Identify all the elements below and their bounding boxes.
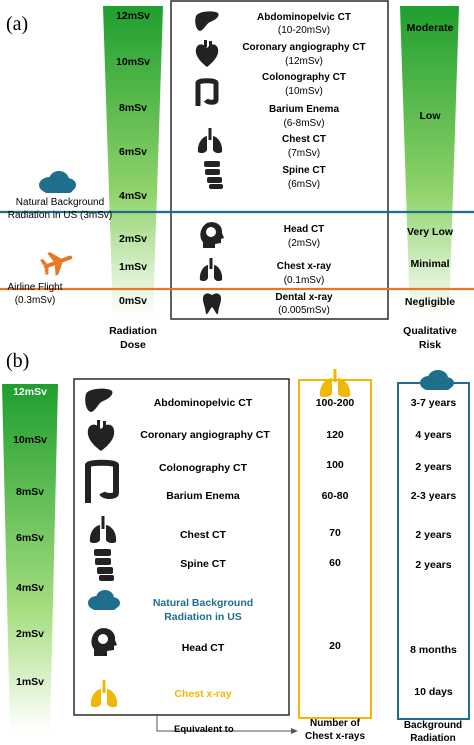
dose-tick: 12mSv bbox=[116, 10, 150, 22]
procedure-dose: (6-8mSv) bbox=[283, 118, 325, 129]
dose-caption: Radiation bbox=[109, 325, 157, 337]
procedure-dose: (12mSv) bbox=[285, 56, 323, 67]
background-equivalent: 2 years bbox=[415, 559, 452, 571]
procedure-name: Barium Enema bbox=[166, 490, 240, 502]
procedure-name: Dental x-ray bbox=[275, 292, 333, 303]
airline-flight-label: (0.3mSv) bbox=[14, 295, 56, 306]
dose-tick: 0mSv bbox=[118, 295, 148, 307]
liver-icon bbox=[84, 387, 114, 415]
head-brain-icon bbox=[197, 220, 225, 250]
xray-equivalent: 100-200 bbox=[315, 397, 355, 409]
procedure-dose: (10mSv) bbox=[285, 86, 323, 97]
procedure-name: Colonography CT bbox=[262, 72, 346, 83]
xray-equivalent: 100 bbox=[326, 459, 344, 471]
risk-level: Minimal bbox=[410, 258, 450, 270]
xray-column-caption: Number of bbox=[310, 718, 360, 729]
procedure-name: Chest CT bbox=[179, 529, 227, 541]
background-equivalent: 4 years bbox=[415, 429, 452, 441]
risk-level: Low bbox=[419, 110, 441, 122]
procedure-dose: (7mSv) bbox=[287, 148, 321, 159]
procedure-name: Natural Background bbox=[152, 597, 254, 609]
xray-equivalent: 70 bbox=[329, 527, 341, 539]
procedure-name: Chest CT bbox=[282, 134, 326, 145]
xray-column-caption: Chest x-rays bbox=[304, 731, 366, 742]
dose-tick: 1mSv bbox=[15, 676, 45, 688]
background-equivalent: 3-7 years bbox=[410, 397, 457, 409]
background-equivalent: 2 years bbox=[415, 529, 452, 541]
dose-tick: 6mSv bbox=[118, 146, 148, 158]
background-column-caption: Radiation bbox=[410, 733, 456, 744]
cloud-icon bbox=[418, 369, 454, 391]
dose-tick: 4mSv bbox=[15, 582, 45, 594]
procedure-name: Colonography CT bbox=[158, 462, 248, 474]
heart-icon bbox=[86, 420, 116, 452]
background-radiation-label: Radiation in US (3mSv) bbox=[7, 210, 113, 221]
dose-tick: 10mSv bbox=[116, 56, 150, 68]
risk-level: Very Low bbox=[406, 226, 454, 238]
colon-icon bbox=[194, 78, 220, 108]
panel-a-label: (a) bbox=[6, 13, 29, 35]
dose-tick: 2mSv bbox=[118, 233, 148, 245]
dose-tick: 12mSv bbox=[13, 386, 47, 398]
dose-caption: Dose bbox=[120, 339, 146, 351]
risk-level: Negligible bbox=[404, 296, 456, 308]
lungs-icon bbox=[318, 369, 352, 399]
procedure-dose: (0.005mSv) bbox=[278, 305, 330, 316]
procedure-name: Coronary angiography CT bbox=[140, 429, 270, 441]
spine-icon bbox=[90, 548, 118, 582]
dose-tick: 6mSv bbox=[15, 532, 45, 544]
lungs-icon bbox=[198, 258, 224, 284]
cloud-icon bbox=[37, 170, 77, 194]
procedure-name: Abdominopelvic CT bbox=[257, 12, 351, 23]
airline-flight-label: Airline Flight bbox=[7, 282, 63, 293]
background-radiation-label: Natural Background bbox=[15, 197, 105, 208]
lungs-icon bbox=[196, 128, 224, 156]
xray-equivalent: 120 bbox=[326, 429, 344, 441]
procedure-name: Coronary angiography CT bbox=[242, 42, 366, 53]
procedure-dose: (2mSv) bbox=[287, 238, 321, 249]
colon-icon bbox=[82, 459, 122, 505]
background-equivalent: 2 years bbox=[415, 461, 452, 473]
cloud-icon bbox=[86, 589, 120, 611]
risk-level: Moderate bbox=[406, 22, 454, 34]
background-column-caption: Background bbox=[403, 720, 463, 731]
risk-caption: Qualitative bbox=[403, 325, 457, 337]
xray-equivalent: 60-80 bbox=[321, 490, 349, 502]
background-equivalent: 8 months bbox=[410, 644, 457, 656]
liver-icon bbox=[194, 10, 220, 34]
procedure-name: Radiation in US bbox=[164, 611, 242, 623]
procedure-name: Chest x-ray bbox=[276, 261, 332, 272]
dose-tick: 8mSv bbox=[118, 102, 148, 114]
dose-tick: 8mSv bbox=[15, 486, 45, 498]
dose-tick: 10mSv bbox=[13, 434, 47, 446]
procedure-name: Barium Enema bbox=[268, 104, 340, 115]
procedure-dose: (6mSv) bbox=[287, 179, 321, 190]
dose-tick: 2mSv bbox=[15, 628, 45, 640]
risk-caption: Risk bbox=[418, 339, 442, 351]
background-equivalent: 10 days bbox=[414, 686, 453, 698]
procedure-dose: (0.1mSv) bbox=[283, 275, 325, 286]
airplane-icon bbox=[40, 248, 76, 276]
tooth-icon bbox=[201, 292, 223, 316]
procedure-name: Head CT bbox=[283, 224, 325, 235]
procedure-dose: (10-20mSv) bbox=[277, 25, 331, 36]
background-equivalent: 2-3 years bbox=[410, 490, 457, 502]
dose-tick: 4mSv bbox=[118, 190, 148, 202]
procedure-name: Head CT bbox=[181, 642, 225, 654]
xray-equivalent: 60 bbox=[329, 557, 341, 569]
procedure-name: Abdominopelvic CT bbox=[153, 397, 253, 409]
spine-icon bbox=[200, 160, 226, 190]
procedure-name: Chest x-ray bbox=[174, 688, 232, 700]
heart-icon bbox=[194, 40, 220, 68]
lungs-icon bbox=[89, 680, 119, 710]
xray-equivalent: 20 bbox=[329, 640, 341, 652]
procedure-name: Spine CT bbox=[282, 165, 326, 176]
lungs-icon bbox=[88, 516, 118, 546]
head-brain-icon bbox=[88, 626, 118, 658]
procedure-name: Spine CT bbox=[180, 558, 226, 570]
dose-tick: 1mSv bbox=[118, 261, 148, 273]
equivalent-label: Equivalent to bbox=[174, 724, 234, 735]
panel-b-label: (b) bbox=[6, 350, 30, 372]
